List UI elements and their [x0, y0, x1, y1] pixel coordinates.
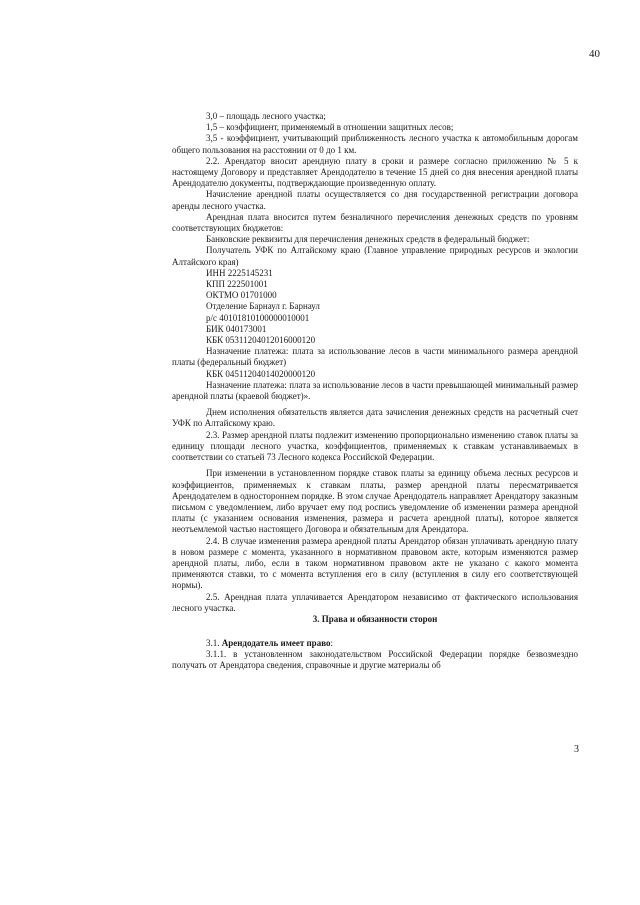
- paragraph-bank-details: Банковские реквизиты для перечисления денежных средств в федеральный бюджет:: [206, 234, 530, 245]
- paragraph-2-5: 2.5. Арендная плата уплачивается Арендатором независимо от фактического использования лесного участка.: [172, 591, 578, 613]
- paragraph-3-1: [172, 638, 578, 649]
- branch-line: Отделение Барнаул г. Барнаул: [206, 301, 320, 312]
- paragraph-3-1-bold: Арендодатель имеет право: [221, 638, 331, 648]
- payment-purpose-2: Назначение платежа: плата за использование лесов в части превышающей минимальный размер арендной платы (краевой бюджет)».: [172, 379, 578, 402]
- bik-line: БИК 040173001: [206, 323, 267, 334]
- page-number-top: 40: [589, 48, 600, 60]
- section-3-body: [172, 638, 578, 672]
- page-number-bottom: 3: [574, 744, 579, 755]
- paragraph-payment-method: Арендная плата вносится путем безналичного перечисления денежных средств по уровням соответствующих бюджетов:: [172, 211, 578, 234]
- payment-purpose-1: Назначение платежа: плата за использование лесов в части минимального размера арендной платы (федеральный бюджет): [172, 346, 578, 368]
- paragraph-2-2: 2.2. Арендатор вносит арендную плату в сроки и размере согласно приложению № 5 к настоящему Договору и представляет Арендодателю в течение 15 дней со дня внесения арендной платы Арендодателю документы, подтверждающие произведенную оплату.: [172, 155, 578, 189]
- paragraph-recipient: Получатель УФК по Алтайскому краю (Главное управление природных ресурсов и экологии Алтайского края): [172, 245, 578, 267]
- oktmo-line: ОКТМО 01701000: [206, 290, 277, 301]
- paragraph-coefficient-2: 3,5 - коэффициент, учитывающий приближенность лесного участка к автомобильным дорогам общего пользования на расстоянии от 0 до 1 км.: [172, 133, 578, 155]
- paragraph-3-1-number: 3.1.: [206, 638, 222, 648]
- paragraph-coefficient-1: 1,5 – коэффициент, применяемый в отношении защитных лесов;: [206, 122, 454, 133]
- paragraph-execution-date: Днем исполнения обязательств является дата зачисления денежных средств на расчетный счет УФК по Алтайскому краю.: [172, 407, 578, 429]
- paragraph-area: 3,0 – площадь лесного участка;: [206, 111, 326, 121]
- account-line: р/с 40101810100000010001: [206, 312, 310, 323]
- section-heading: 3. Права и обязанности сторон: [312, 614, 438, 624]
- paragraph-3-1-1: 3.1.1. в установленном законодательством Российской Федерации порядке безвозмездно получать от Арендатора сведения, справочные и другие материалы об: [172, 649, 578, 671]
- inn-line: ИНН 2225145231: [206, 267, 273, 278]
- paragraph-3-1-tail: :: [330, 638, 334, 648]
- kpp-line: КПП 222501001: [206, 279, 268, 290]
- paragraph-2-3: 2.3. Размер арендной платы подлежит изменению пропорционально изменению ставок платы за единицу площади лесного участка, коэффициентов, применяемых к ставкам устанавливаемых в соответствии со статьей 73 Лесного кодекса Российской Федерации.: [172, 429, 578, 463]
- document-body: [172, 111, 578, 614]
- kbk-line-2: КБК 04511204014020000120: [206, 368, 316, 379]
- paragraph-accrual: Начисление арендной платы осуществляется со дня государственной регистрации договора аренды лесного участка.: [172, 189, 578, 211]
- paragraph-2-4: 2.4. В случае изменения размера арендной платы Арендатор обязан уплачивать арендную плату в новом размере с момента, указанного в нормативном правовом акте, которым изменяются размер арендной платы, либо, если в таком нормативном правовом акте не указано с какого момента применяются ставки, то с момента вступления его в силу (вступления в силу его соответствующей нормы).: [172, 535, 578, 591]
- kbk-line-1: КБК 05311204012016000120: [206, 335, 316, 346]
- paragraph-rate-change: При изменении в установленном порядке ставок платы за единицу объема лесных ресурсов и коэффициентов, применяемых к ставкам платы, размер арендной платы пересматривается Арендодателем в одностороннем порядке. В этом случае Арендодатель направляет Арендатору заказным письмом с уведомлением, либо вручает ему под роспись уведомление об изменении размера арендной платы (с указанием основания изменения, размера и расчета арендной платы), которое является неотъемлемой частью настоящего Договора и обязательным для Арендатора.: [172, 468, 578, 535]
